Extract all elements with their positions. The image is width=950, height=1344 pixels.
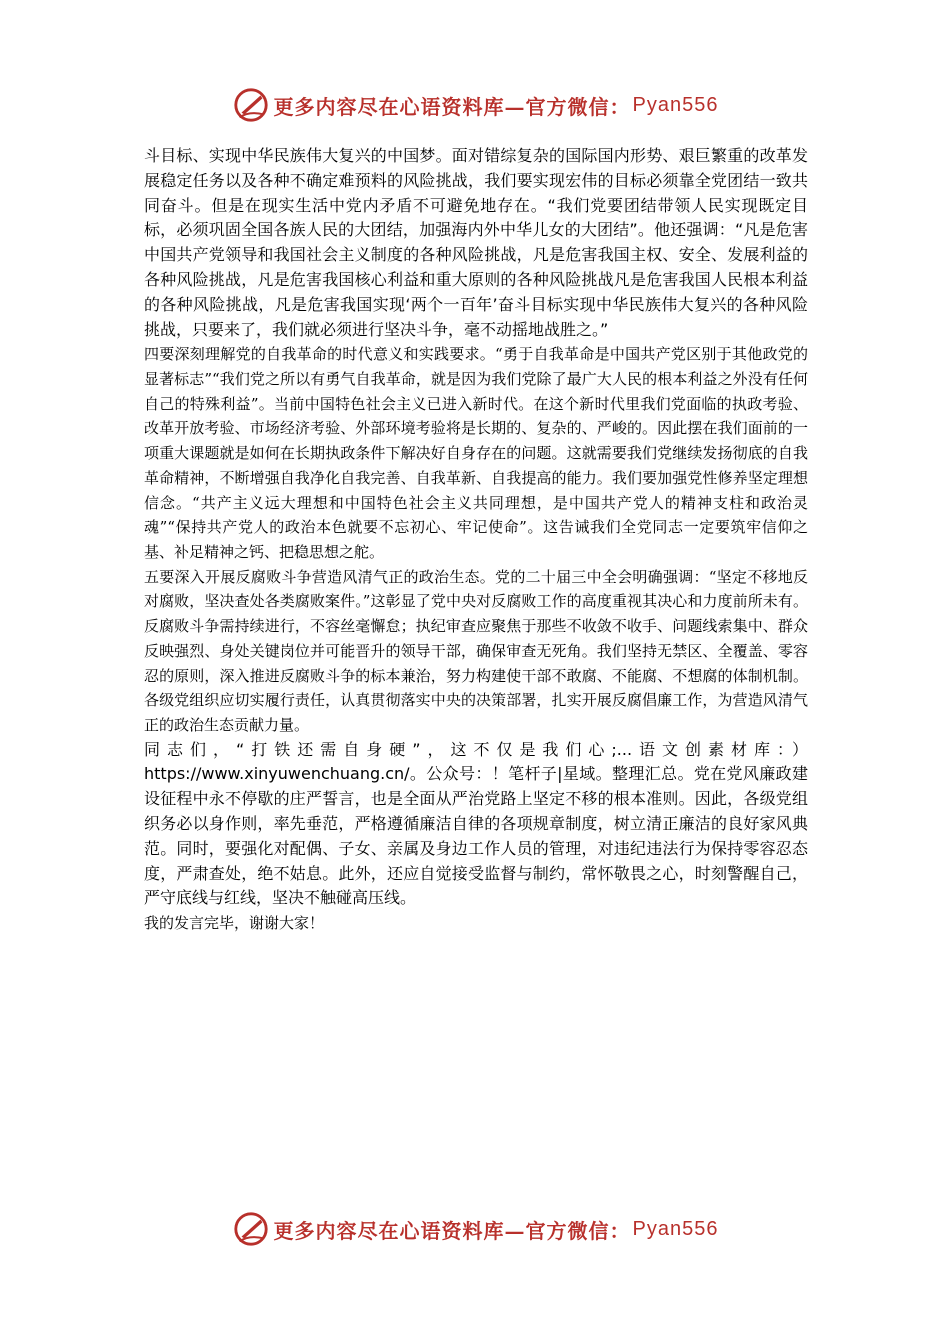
document-body	[144, 144, 808, 936]
paragraph-comrades: 同志们，“打铁还需自身硬”，这不仅是我们心;...语文创素材库：）https://www.xinyuwenchuang.cn/。公众号：！笔杆子|星域。整理汇总。党在党风廉政建设征程中永不停歇的庄严誓言，也是全面从严治党路上坚定不移的根本准则。因此，各级党组织务必以身作则，率先垂范，严格遵循廉洁自律的各项规章制度，树立清正廉洁的良好家风典范。同时，要强化对配偶、子女、亲属及身边工作人员的管理，对违纪违法行为保持零容忍态度，严肃查处，绝不姑息。此外，还应自觉接受监督与制约，常怀敬畏之心，时刻警醒自己，严守底线与红线，坚决不触碰高压线。	[144, 739, 808, 908]
watermark-text: 更多内容尽在心语资料库—官方微信：	[273, 94, 631, 119]
watermark-text: 更多内容尽在心语资料库—官方微信：	[273, 1218, 631, 1243]
watermark-wechat-id: Pyan556	[632, 1217, 719, 1240]
pen-logo-icon	[232, 86, 270, 124]
paragraph-unity: 斗目标、实现中华民族伟大复兴的中国梦。面对错综复杂的国际国内形势、艰巨繁重的改革发展稳定任务以及各种不确定难预料的风险挑战，我们要实现宏伟的目标必须靠全党团结一致共同奋斗。但是在现实生活中党内矛盾不可避免地存在。“我们党要团结带领人民实现既定目标，必须巩固全国各族人民的大团结，加强海内外中华儿女的大团结”。他还强调：“凡是危害中国共产党领导和我国社会主义制度的各种风险挑战，凡是危害我国主权、安全、发展利益的各种风险挑战，凡是危害我国核心利益和重大原则的各种风险挑战凡是危害我国人民根本利益的各种风险挑战，凡是危害我国实现‘两个一百年’奋斗目标实现中华民族伟大复兴的各种风险挑战，只要来了，我们就必须进行坚决斗争，毫不动摇地战胜之。”	[144, 146, 808, 339]
paragraph-closing: 我的发言完毕，谢谢大家！	[144, 914, 325, 933]
paragraph-anti-corruption: 五要深入开展反腐败斗争营造风清气正的政治生态。党的二十届三中全会明确强调：“坚定不移地反对腐败，坚决查处各类腐败案件。”这彰显了党中央对反腐败工作的高度重视其决心和力度前所未有。反腐败斗争需持续进行，不容丝毫懈怠；执纪审查应聚焦于那些不收敛不收手、问题线索集中、群众反映强烈、身处关键岗位并可能晋升的领导干部，确保审查无死角。我们坚持无禁区、全覆盖、零容忍的原则，深入推进反腐败斗争的标本兼治，努力构建使干部不敢腐、不能腐、不想腐的体制机制。各级党组织应切实履行责任，认真贯彻落实中央的决策部署，扎实开展反腐倡廉工作，为营造风清气正的政治生态贡献力量。	[144, 567, 808, 734]
pen-logo-icon	[232, 1210, 270, 1248]
footer-watermark	[0, 1210, 950, 1248]
watermark-wechat-id: Pyan556	[632, 93, 719, 116]
paragraph-self-revolution: 四要深刻理解党的自我革命的时代意义和实践要求。“勇于自我革命是中国共产党区别于其他政党的显著标志”“我们党之所以有勇气自我革命，就是因为我们党除了最广大人民的根本利益之外没有任何自己的特殊利益”。当前中国特色社会主义已进入新时代。在这个新时代里我们党面临的执政考验、改革开放考验、市场经济考验、外部环境考验将是长期的、复杂的、严峻的。因此摆在我们面前的一项重大课题就是如何在长期执政条件下解决好自身存在的问题。这就需要我们党继续发扬彻底的自我革命精神，不断增强自我净化自我完善、自我革新、自我提高的能力。我们要加强党性修养坚定理想信念。“共产主义远大理想和中国特色社会主义共同理想，是中国共产党人的精神支柱和政治灵魂”“保持共产党人的政治本色就要不忘初心、牢记使命”。这告诫我们全党同志一定要筑牢信仰之基、补足精神之钙、把稳思想之舵。	[144, 345, 808, 561]
header-watermark	[0, 86, 950, 124]
